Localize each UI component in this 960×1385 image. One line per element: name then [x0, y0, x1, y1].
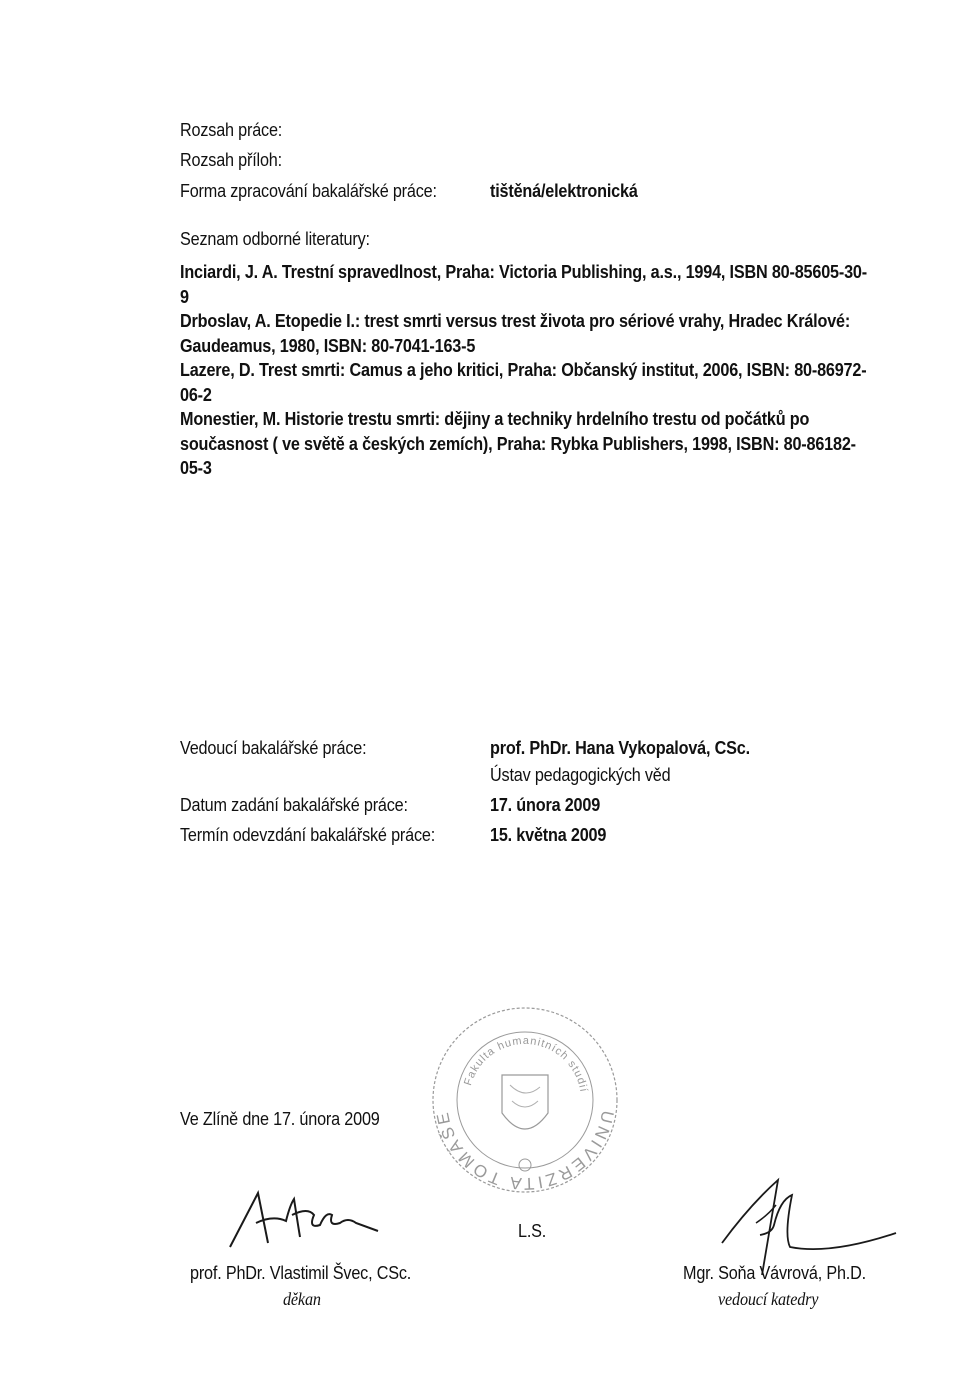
university-stamp: [422, 990, 620, 1195]
shield-icon: [502, 1075, 548, 1129]
datum-value: 17. února 2009: [490, 795, 601, 815]
vedouci-institute: Ústav pedagogických věd: [490, 765, 671, 785]
vedouci-name: prof. PhDr. Hana Vykopalová, CSc.: [490, 738, 750, 758]
seznam-label: Seznam odborné literatury:: [180, 229, 370, 249]
copyright-icon: [519, 1159, 531, 1171]
forma-value: tištěná/elektronická: [490, 181, 638, 201]
forma-label: Forma zpracování bakalářské práce:: [180, 181, 437, 201]
place-date: Ve Zlíně dne 17. února 2009: [180, 1109, 380, 1129]
literature-item: Drboslav, A. Etopedie I.: trest smrti versus trest života pro sériové vrahy, Hradec Králové: Gaudeamus, 1980, ISBN: 80-7041-163-5: [180, 311, 851, 356]
literature-list: [180, 260, 880, 481]
vedouci-label: Vedoucí bakalářské práce:: [180, 738, 367, 758]
literature-item: Lazere, D. Trest smrti: Camus a jeho kritici, Praha: Občanský institut, 2006, ISBN: 80-86972-06-2: [180, 360, 867, 405]
termin-label: Termín odevzdání bakalářské práce:: [180, 825, 436, 845]
rozsah-priloh-label: Rozsah příloh:: [180, 150, 282, 170]
datum-label: Datum zadání bakalářské práce:: [180, 795, 408, 815]
literature-item: Monestier, M. Historie trestu smrti: dějiny a techniky hrdelního trestu od počátků po současnost ( ve světě a českých zemích), Praha: Rybka Publishers, 1998, ISBN: 80-86182-05-3: [180, 409, 856, 478]
ls-label: L.S.: [518, 1221, 547, 1241]
dean-name: prof. PhDr. Vlastimil Švec, CSc.: [190, 1263, 412, 1283]
head-title: vedoucí katedry: [718, 1289, 819, 1309]
termin-value: 15. května 2009: [490, 825, 607, 845]
crest-icon: [510, 1085, 540, 1107]
literature-item: Inciardi, J. A. Trestní spravedlnost, Praha: Victoria Publishing, a.s., 1994, ISBN 80-85605-30-9: [180, 262, 867, 307]
rozsah-prace-label: Rozsah práce:: [180, 120, 283, 140]
stamp-inner-text: Fakulta humanitních studií: [462, 1034, 590, 1094]
dean-title: děkan: [283, 1289, 321, 1309]
head-name: Mgr. Soňa Vávrová, Ph.D.: [683, 1263, 866, 1283]
stamp-outer-text: UNIVERZITA TOMÁŠE BATI VE ZLÍNĚ: [422, 990, 618, 1194]
dean-signature: [228, 1185, 408, 1255]
